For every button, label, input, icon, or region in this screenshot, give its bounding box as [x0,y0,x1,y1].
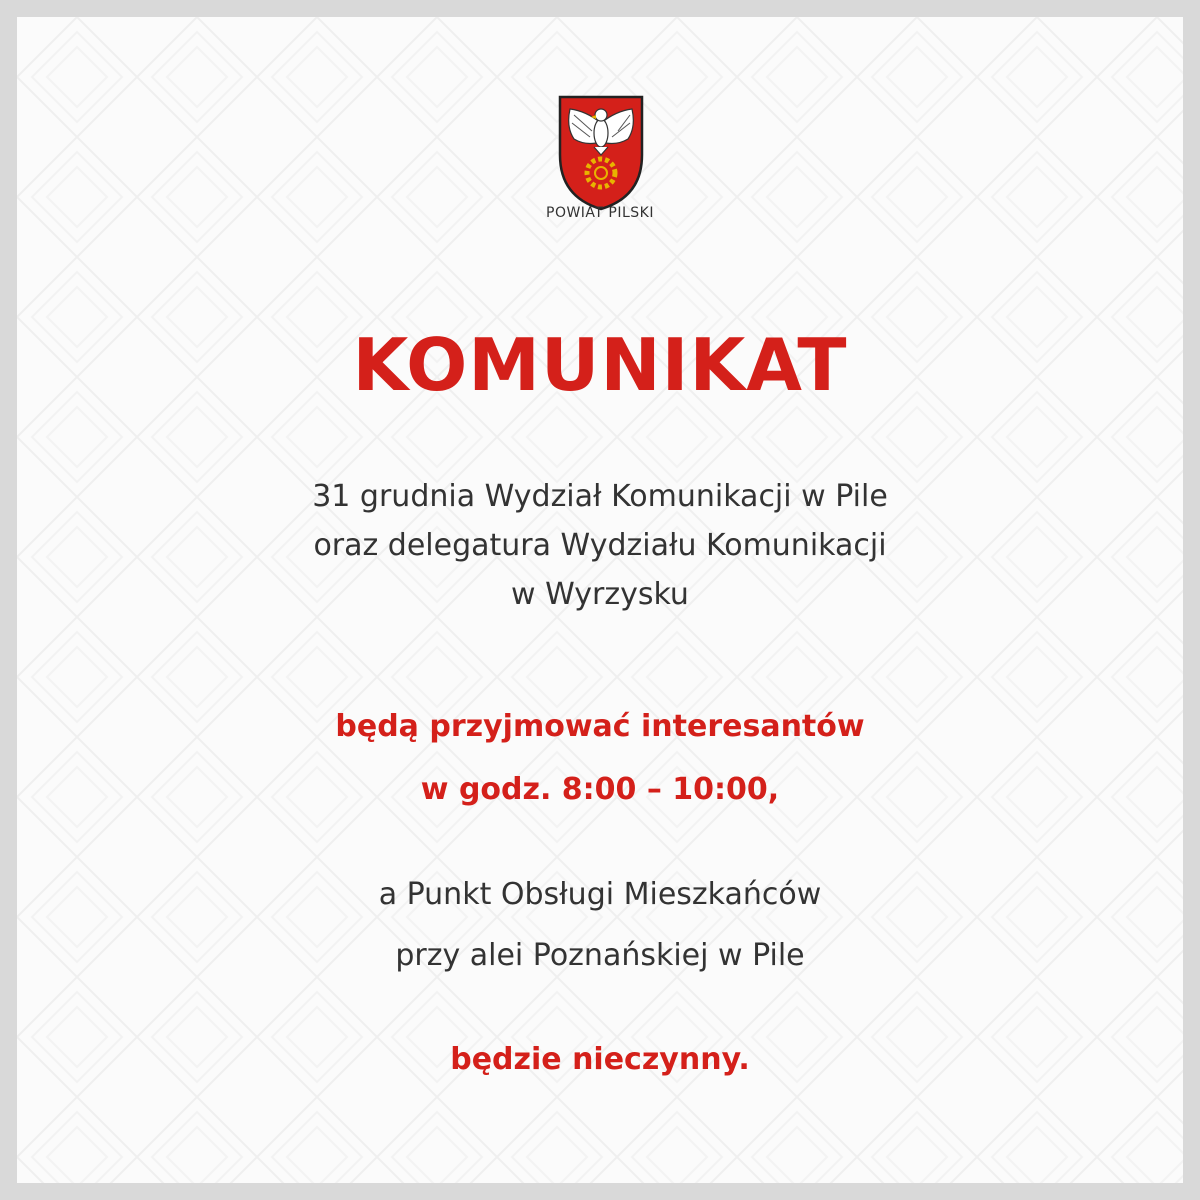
paragraph1-line: 31 grudnia Wydział Komunikacji w Pile [312,479,888,514]
closing-highlight: będzie nieczynny. [450,1042,750,1077]
paragraph1-line: oraz delegatura Wydziału Komunikacji [313,528,887,563]
coat-of-arms-eagle-icon [556,93,646,213]
paragraph2-line: przy alei Poznańskiej w Pile [395,938,805,973]
announcement-card [17,17,1183,1183]
logo-caption: POWIAT PILSKI [546,205,654,221]
paragraph2-line: a Punkt Obsługi Mieszkańców [378,877,822,912]
announcement-title: KOMUNIKAT [352,323,848,407]
highlight-line: w godz. 8:00 – 10:00, [420,772,780,807]
paragraph1-line: w Wyrzysku [511,577,689,612]
highlight-line: będą przyjmować interesantów [335,709,865,744]
